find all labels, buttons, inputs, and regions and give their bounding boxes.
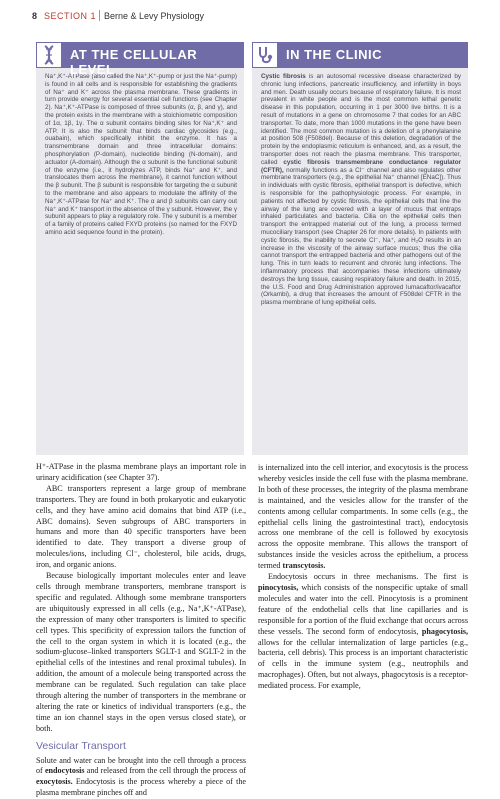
stethoscope-icon xyxy=(252,42,278,68)
paragraph-vesicular: Solute and water can be brought into the cell through a process of endocytosis and released from the cell through the process of exocytosis. Endocytosis is the process whereby a piece of the plasma membrane pinches off and xyxy=(36,755,246,798)
dna-icon xyxy=(36,42,62,68)
term-endocytosis: endocytosis xyxy=(44,766,85,776)
term-exocytosis: exocytosis. xyxy=(36,777,73,787)
in-the-clinic-header xyxy=(252,42,468,68)
in-the-clinic-text xyxy=(252,68,468,307)
cellular-level-text xyxy=(36,68,244,237)
paragraph-specificity: Because biologically important molecules enter and leave cells through membrane transporters, membrane transport is specific and regulated. Although some membrane transporters are ubiquitously expressed in all cells (e.g., Na⁺,K⁺-ATPase), the expression of many other transporters is limited to specific cell types. This specificity of expression tailors the function of the cell to the organ system in which it is located (e.g., the sodium-glucose–linked transporters SGLT-1 and SGLT-2 in the epithelial cells of the intestines and renal proximal tubules). In addition, the amount of a molecule being transported across the membrane can be regulated. Such regulation can take place through altering the number of transporters in the membrane or altering the rate or kinetics of individual transporters (e.g., the time an ion channel stays in the open versus closed state), or both. xyxy=(36,571,246,733)
section-label: SECTION 1 xyxy=(44,11,97,21)
cellular-level-box xyxy=(36,42,244,455)
body-column-right xyxy=(258,463,468,692)
book-title: Berne & Levy Physiology xyxy=(104,11,205,21)
section-heading: Vesicular Transport xyxy=(36,739,126,752)
paragraph-endocytosis-mechanisms: Endocytosis occurs in three mechanisms. The first is pinocytosis, which consists of the nonspecific uptake of small molecules and water into the cell. Pinocytosis is a prominent feature of the endothelial cells that line capillaries and is responsible for a portion of the fluid exchange that occurs across these vessels. The second form of endocytosis, phagocytosis, allows for the cellular internalization of large particles (e.g., bacteria, cell debris). This process is an important characteristic of cells in the immune system (e.g., neutrophils and macrophages). Often, but not always, phagocytosis is a receptor-mediated process. For example, xyxy=(258,572,468,691)
term-cystic-fibrosis: Cystic fibrosis xyxy=(261,73,306,80)
page-number: 8 xyxy=(32,11,38,21)
term-transcytosis: transcytosis. xyxy=(282,561,326,571)
header-divider xyxy=(99,10,100,21)
paragraph-abc: ABC transporters represent a large group of membrane transporters. They are found in both prokaryotic and eukaryotic cells, and they have amino acid domains that bind ATP (i.e., ABC domains). Seven subgroups of ABC transporters in humans and more than 40 specific transporters have been identified to date. They transport a diverse group of molecules/ions, including Cl⁻, cholesterol, bile acids, drugs, iron, and organic anions. xyxy=(36,483,246,570)
cellular-level-title: AT THE CELLULAR LEVEL xyxy=(70,47,198,77)
paragraph-transcytosis: is internalized into the cell interior, and exocytosis is the process whereby vesicles inside the cell fuse with the plasma membrane. In both of these processes, the integrity of the plasma membrane is maintained, and the vesicles allow for the transfer of the contents among cellular compartments. In some cells (e.g., the epithelial cells lining the gastrointestinal tract), endocytosis across one membrane of the cell is followed by exocytosis across the opposite membrane. This allows the transport of substances inside the vesicles across the epithelium, a process termed transcytosis. xyxy=(258,463,468,571)
page-header xyxy=(0,0,500,28)
term-pinocytosis: pinocytosis, xyxy=(258,582,299,592)
cellular-level-paragraph: Na⁺,K⁺-ATPase (also called the Na⁺,K⁺-pump or just the Na⁺-pump) is found in all cells and is responsible for establishing the gradients of Na⁺ and K⁺ across the plasma membrane. These gradients in turn provide energy for several essential cell functions (see Chapter 2). Na⁺,K⁺-ATPase is composed of three subunits (α, β, and γ), and the protein exists in the membrane with a stoichiometric composition of 1α, 1β, 1γ. The α subunit contains binding sites for Na⁺,K⁺ and ATP. It is also the subunit that binds cardiac glycosides (e.g., ouabain), which specifically inhibit the enzyme. It has a transmembrane domain and three intracellular domains: phosphorylation (P-domain), nucleotide binding (N-domain), and actuator (A-domain). Although the α subunit is the functional subunit of the enzyme (i.e., it hydrolyzes ATP, binds Na⁺ and K⁺, and translocates them across the membrane), it cannot function without the β subunit. The β subunit is responsible for targeting the α subunit to the membrane and also appears to modulate the affinity of the Na⁺,K⁺-ATPase for Na⁺ and K⁺. The α and β subunits can carry out Na⁺ and K⁺ transport in the absence of the γ subunit. However, the γ subunit appears to play a regulatory role. The γ subunit is a member of a family of proteins called FXYD proteins (so named for the FXYD amino acid sequence found in the protein). xyxy=(45,73,237,236)
cellular-level-header xyxy=(36,42,244,77)
in-the-clinic-box xyxy=(252,42,468,455)
term-phagocytosis: phagocytosis, xyxy=(421,626,468,636)
term-cftr: cystic fibrosis transmembrane conductance regulator (CFTR), xyxy=(261,158,461,174)
in-the-clinic-paragraph: Cystic fibrosis is an autosomal recessive disease characterized by chronic lung infections, pancreatic insufficiency, and infertility in boys and men. Death usually occurs because of respiratory failure. It is most prevalent in white people and is the most common lethal genetic disease in this population, occurring in 1 per 3000 live births. It is a result of mutations in a gene on chromosome 7 that codes for an ABC transporter. To date, more than 1000 mutations in the gene have been identified. The most common mutation is a deletion of a phenylalanine at position 508 (F508del). Because of this deletion, degradation of the protein by the endoplasmic reticulum is enhanced, and, as a result, the transporter does not reach the plasma membrane. This transporter, called cystic fibrosis transmembrane conductance regulator (CFTR), normally functions as a Cl⁻ channel and also regulates other membrane transporters (e.g., the epithelial Na⁺ channel [ENaC]). Thus in individuals with cystic fibrosis, epithelial transport is defective, which is responsible for the pathophysiologic process. For example, in patients not affected by cystic fibrosis, the epithelial cells that line the airway of the lung are covered with a layer of mucus that entraps inhaled particulates and bacteria. Cilia on the epithelial cells then transport the entrapped material out of the lung, a process termed mucociliary transport (see Chapter 26 for more details). In patients with cystic fibrosis, the inability to secrete Cl⁻, Na⁺, and H₂O results in an increase in the viscosity of the airway surface mucus; thus the cilia cannot transport the entrapped bacteria and other pathogens out of the lung. This in turn leads to recurrent and chronic lung infections. The inflammatory process that accompanies these infections ultimately destroys the lung tissue, causing respiratory failure and death. In 2015, the U.S. Food and Drug Administration approved lumacaftor/ivacaftor (Orkambi), a drug that increases the amount of F508del CFTR in the plasma membrane of lung epithelial cells. xyxy=(261,73,461,307)
paragraph-atpase: H⁺-ATPase in the plasma membrane plays an important role in urinary acidification (see Chapter 37). xyxy=(36,462,246,482)
body-column-left xyxy=(36,462,246,799)
in-the-clinic-title: IN THE CLINIC xyxy=(286,47,383,62)
